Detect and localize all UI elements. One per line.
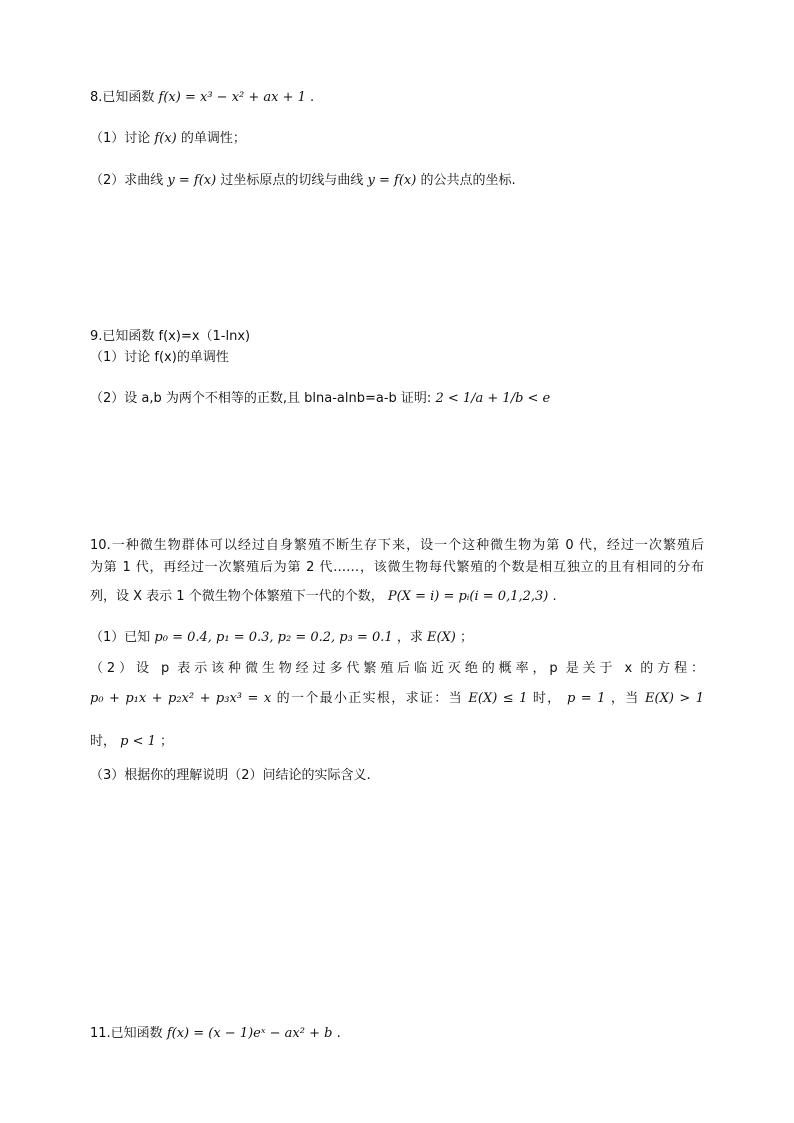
problem-9-part-2-text: （2）设 a,b 为两个不相等的正数,且 blna-alnb=a-b 证明: [90,391,432,406]
problem-8-intro: 8.已知函数 [90,90,155,105]
problem-10-line-3-text: 列，设 X 表示 1 个微生物个体繁殖下一代的个数， [90,589,384,604]
problem-8-function: f(x) = x³ − x² + ax + 1 [158,90,306,105]
problem-10-line-3 [90,588,557,606]
problem-8-part-2-tail: 过坐标原点的切线与曲线 [220,173,364,188]
problem-10-line-2 [90,559,704,577]
problem-10-part-1-text: （1）已知 [90,630,151,645]
problem-10-part-3-text: （3）根据你的理解说明（2）问结论的实际含义. [90,768,371,783]
problem-10-part-2 [90,660,704,678]
problem-10-part-1-values: p₀ = 0.4, p₁ = 0.3, p₂ = 0.2, p₃ = 0.1 [154,630,393,645]
problem-9-part-2 [90,390,550,408]
problem-11-period: . [336,1026,341,1041]
problem-10-part-1-expectation: E(X) [426,630,456,645]
problem-10-part-1-tail: ，求 [396,630,423,645]
problem-9-part-2-inequality: 2 < 1/a + 1/b < e [435,391,551,406]
problem-10-part-3 [90,767,371,785]
problem-9-intro: 9.已知函数 f(x)=x（1-lnx) [90,329,251,344]
problem-8-part-2 [90,172,516,190]
problem-9-statement [90,328,250,346]
problem-10-equation: p₀ + p₁x + p₂x² + p₃x³ = x [90,691,272,706]
problem-10-distribution: P(X = i) = pᵢ(i = 0,1,2,3) [387,589,549,604]
problem-8-statement [90,89,314,107]
problem-10-part-2-end [90,733,173,751]
problem-11-intro: 11.已知函数 [90,1026,163,1041]
problem-8-part-2-text: （2）求曲线 [90,173,164,188]
problem-8-period: . [310,90,315,105]
problem-10-part-2-text: （2）设 p 表示该种微生物经过多代繁殖后临近灭绝的概率，p 是关于 x 的方程： [90,661,704,676]
problem-10-result-1-tail: ，当 [610,691,640,706]
problem-8-part-2-math-2: y = f(x) [367,173,417,188]
problem-8-part-2-math: y = f(x) [167,173,217,188]
problem-8-part-2-tail-2: 的公共点的坐标. [420,173,516,188]
problem-10-condition-2: E(X) > 1 [645,691,704,706]
problem-9-part-1 [90,349,229,367]
problem-8-part-1-text: （1）讨论 [90,131,151,146]
problem-8-part-1-tail: 的单调性； [180,131,246,146]
problem-11-function: f(x) = (x − 1)eˣ − ax² + b [166,1026,333,1041]
problem-10-condition-1-tail: 时， [532,691,562,706]
problem-10-line-1 [90,537,704,555]
problem-9-part-1-text: （1）讨论 f(x)的单调性 [90,350,229,365]
problem-10-part-2-end-text: 时， [90,734,117,749]
problem-10-part-1-tail-2: ； [460,630,474,645]
problem-10-result-1: p = 1 [566,691,606,706]
problem-11-statement [90,1025,341,1043]
problem-10-line-2-text: 为第 1 代，再经过一次繁殖后为第 2 代……，该微生物每代繁殖的个数是相互独立的且有相同的分布 [90,560,704,575]
problem-10-part-2-end-tail: ； [160,734,174,749]
problem-10-condition-1: E(X) ≤ 1 [468,691,528,706]
problem-10-line-3-tail: . [552,589,557,604]
problem-8-part-1-math: f(x) [154,131,177,146]
problem-10-part-1 [90,629,473,647]
problem-10-line-1-text: 10.一种微生物群体可以经过自身繁殖不断生存下来，设一个这种微生物为第 0 代，经过一次繁殖后 [90,538,704,553]
problem-10-result-2: p < 1 [120,734,156,749]
problem-10-part-2-equation-line [90,690,704,708]
problem-10-equation-tail: 的一个最小正实根，求证：当 [276,691,463,706]
problem-8-part-1 [90,130,246,148]
